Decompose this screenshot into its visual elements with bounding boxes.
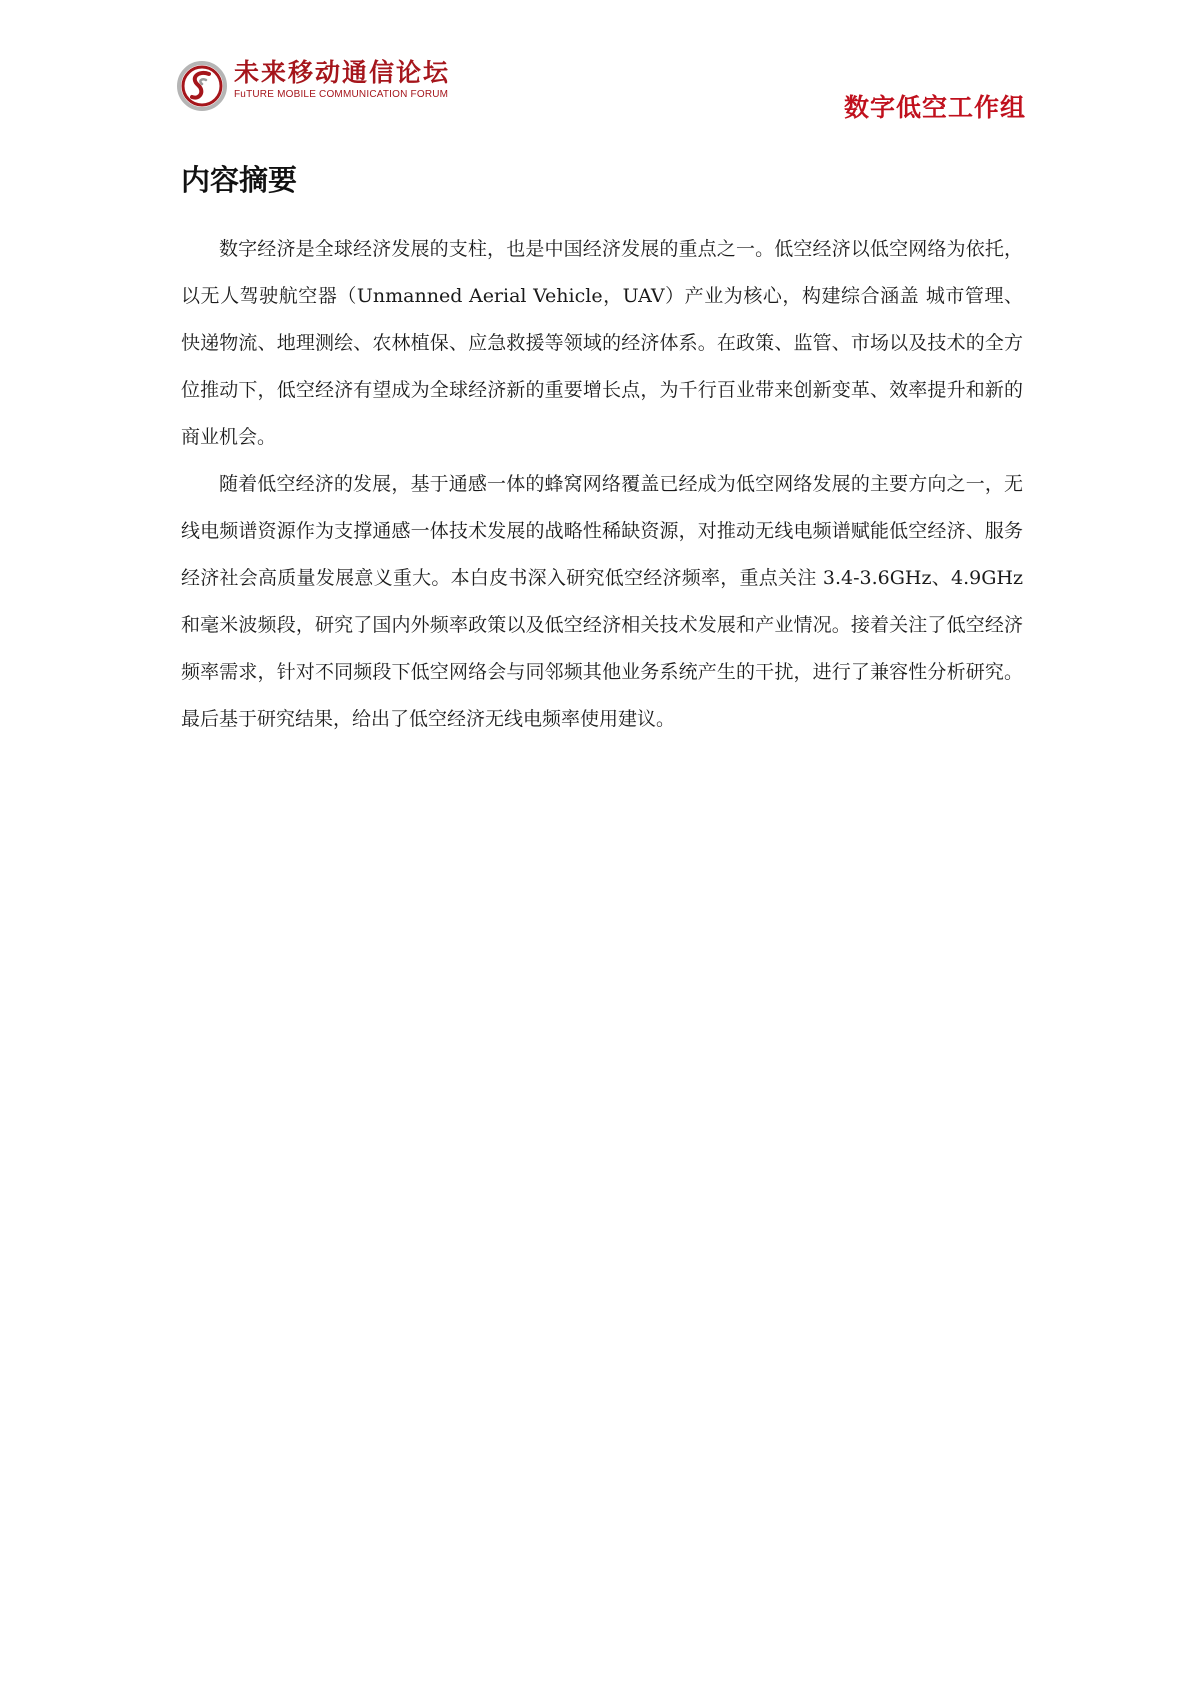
page-header bbox=[176, 52, 1026, 122]
logo-chinese-name: 未来移动通信论坛 bbox=[234, 58, 451, 87]
abstract-body bbox=[181, 226, 1023, 743]
logo-english-name: FuTURE MOBILE COMMUNICATION FORUM bbox=[234, 89, 449, 100]
future-forum-logo-icon bbox=[176, 60, 228, 112]
working-group-name: 数字低空工作组 bbox=[843, 93, 1026, 122]
paragraph: 随着低空经济的发展，基于通感一体的蜂窝网络覆盖已经成为低空网络发展的主要方向之一，无线电频谱资源作为支撑通感一体技术发展的战略性稀缺资源，对推动无线电频谱赋能低空经济、服务经济社会高质量发展意义重大。本白皮书深入研究低空经济频率，重点关注 3.4-3.6GHz、4.9GHz 和毫米波频段，研究了国内外频率政策以及低空经济相关技术发展和产业情况。接着关注了低空经济频率需求，针对不同频段下低空网络会与同邻频其他业务系统产生的干扰，进行了兼容性分析研究。最后基于研究结果，给出了低空经济无线电频率使用建议。 bbox=[181, 473, 1023, 730]
section-title: 内容摘要 bbox=[181, 163, 298, 197]
logo-text bbox=[234, 58, 450, 102]
paragraph: 数字经济是全球经济发展的支柱，也是中国经济发展的重点之一。低空经济以低空网络为依托，以无人驾驶航空器（Unmanned Aerial Vehicle，UAV）产业为核心，构建综合涵盖 城市管理、快递物流、地理测绘、农林植保、应急救援等领域的经济体系。在政策、监管、市场以及技术的全方位推动下，低空经济有望成为全球经济新的重要增长点，为千行百业带来创新变革、效率提升和新的商业机会。 bbox=[181, 238, 1023, 448]
